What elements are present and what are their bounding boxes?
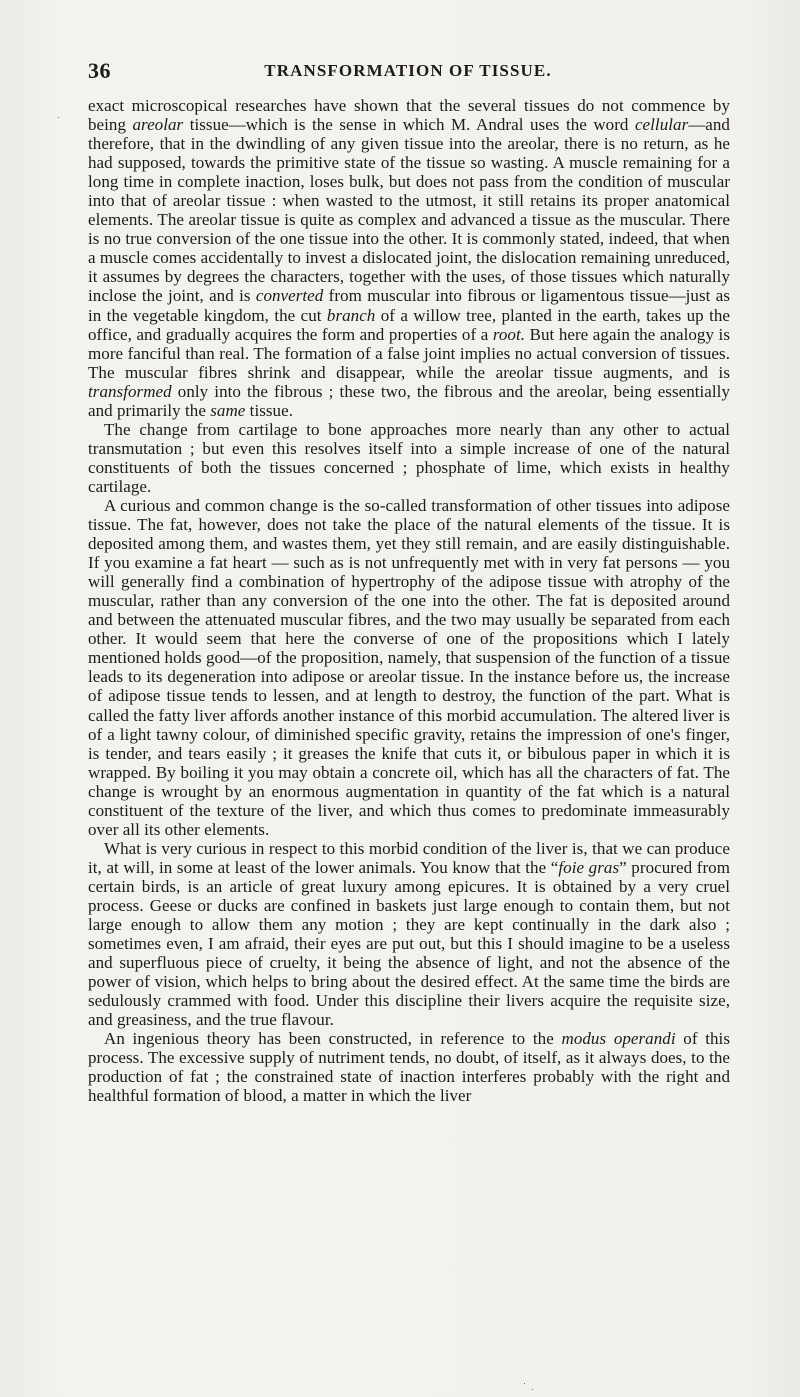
text-run: What is very curious in respect to this morbid condition of the liver is, that we can produce it, at will, in some at least of the lower animals. You know that the “ [88, 838, 730, 877]
paper-speck [524, 1383, 525, 1384]
body-text [88, 96, 730, 1105]
paragraph-1 [88, 96, 730, 420]
italic-run: areolar [132, 115, 184, 135]
running-head: TRANSFORMATION OF TISSUE. [264, 61, 552, 80]
text-run: of this process. The excessive supply of nutriment tends, no doubt, of itself, as it always does, to the production of fat ; the constrained state of inaction interferes probably with the right and healthful formation of blood, a matter in which the liver [88, 1029, 730, 1106]
text-run: ” procured from certain birds, is an article of great luxury among epicures. It is obtained by a very cruel process. Geese or ducks are confined in baskets just large enough to contain them, but not large enough to allow them any motion ; they are kept continually in the dark also ; sometimes even, I am afraid, their eyes are put out, but this I should imagine to be a useless and superfluous piece of cruelty, it being the absence of light, and not the absence of the power of vision, which helps to bring about the desired effect. At the same time the birds are sedulously crammed with food. Under this discipline their livers acquire the requisite size, and greasiness, and the true flavour. [88, 857, 730, 1030]
italic-run: branch [326, 305, 376, 325]
text-run: tissue—which is the sense in which M. Andral uses the word [183, 115, 635, 135]
paper-speck [532, 1389, 533, 1390]
italic-run: same [210, 400, 246, 420]
text-run: tissue. [245, 400, 293, 420]
italic-run: foie gras [558, 857, 620, 877]
paragraph-5 [88, 1029, 730, 1105]
page-header [88, 58, 728, 82]
italic-run: root. [492, 324, 526, 344]
italic-run: modus operandi [561, 1029, 676, 1049]
text-run: An ingenious theory has been constructed, in reference to the [104, 1029, 562, 1049]
text-run: exact microscopical researches have shown that the several tissues do not commence by being [88, 96, 730, 135]
text-run: But here again the analogy is more fanciful than real. The formation of a false joint implies no actual conversion of tissues. The muscular fibres shrink and disappear, while the areolar tissue augments, and is [88, 324, 730, 382]
italic-run: cellular [634, 115, 689, 135]
text-run: —and therefore, that in the dwindling of any given tissue into the areolar, there is no return, as he had supposed, towards the primitive state of the tissue so wasting. A muscle remaining for a long time in complete inaction, loses bulk, but does not pass from the condition of muscular into that of areolar tissue : when wasted to the utmost, it still retains its proper anatomical elements. The areolar tissue is quite as complex and advanced a tissue as the muscular. There is no true conversion of the one tissue into the other. It is commonly stated, indeed, that when a muscle comes accidentally to invest a dislocated joint, the dislocation remaining unreduced, it assumes by degrees the characters, together with the uses, of those tissues which naturally inclose the joint, and is [88, 115, 730, 306]
paragraph-3 [88, 496, 730, 839]
text-run: only into the fibrous ; these two, the fibrous and the areolar, being essentially and primarily the [88, 381, 730, 420]
italic-run: converted [255, 286, 324, 306]
text-run: from muscular into fibrous or ligamentous tissue—just as in the vegetable kingdom, the cut [88, 286, 730, 325]
paragraph-4 [88, 839, 730, 1029]
text-run: The change from cartilage to bone approaches more nearly than any other to actual transmutation ; but even this resolves itself into a simple increase of one of the natural constituents of both the tissues concerned ; phosphate of lime, which exists in healthy cartilage. [88, 419, 730, 496]
paper-speck [58, 117, 59, 118]
text-run: of a willow tree, planted in the earth, takes up the office, and gradually acquires the form and properties of a [88, 305, 730, 344]
paragraph-2 [88, 420, 730, 496]
text-run: A curious and common change is the so-called transformation of other tissues into adipose tissue. The fat, however, does not take the place of the natural elements of the tissue. It is deposited among them, and wastes them, yet they still remain, and are easily distinguishable. If you examine a fat heart — such as is not unfrequently met with in very fat persons — you will generally find a combination of hypertrophy of the adipose tissue with atrophy of the muscular, rather than any conversion of the one into the other. The fat is deposited around and between the attenuated muscular fibres, and the two may usually be separated from each other. It would seem that here the converse of one of the propositions which I lately mentioned holds good—of the proposition, namely, that suspension of the function of a tissue leads to its degeneration into adipose or areolar tissue. In the instance before us, the increase of adipose tissue tends to lessen, and at length to destroy, the function of the part. What is called the fatty liver affords another instance of this morbid accumulation. The altered liver is of a light tawny colour, of diminished specific gravity, retains the impression of one's finger, is tender, and tears easily ; it greases the knife that cuts it, or bibulous paper in which it is wrapped. By boiling it you may obtain a concrete oil, which has all the characters of fat. The change is wrought by an enormous augmentation in quantity of the fat which is a natural constituent of the texture of the liver, and which thus comes to predominate immeasurably over all its other elements. [88, 495, 730, 839]
italic-run: transformed [88, 381, 172, 401]
page-number: 36 [88, 58, 111, 83]
